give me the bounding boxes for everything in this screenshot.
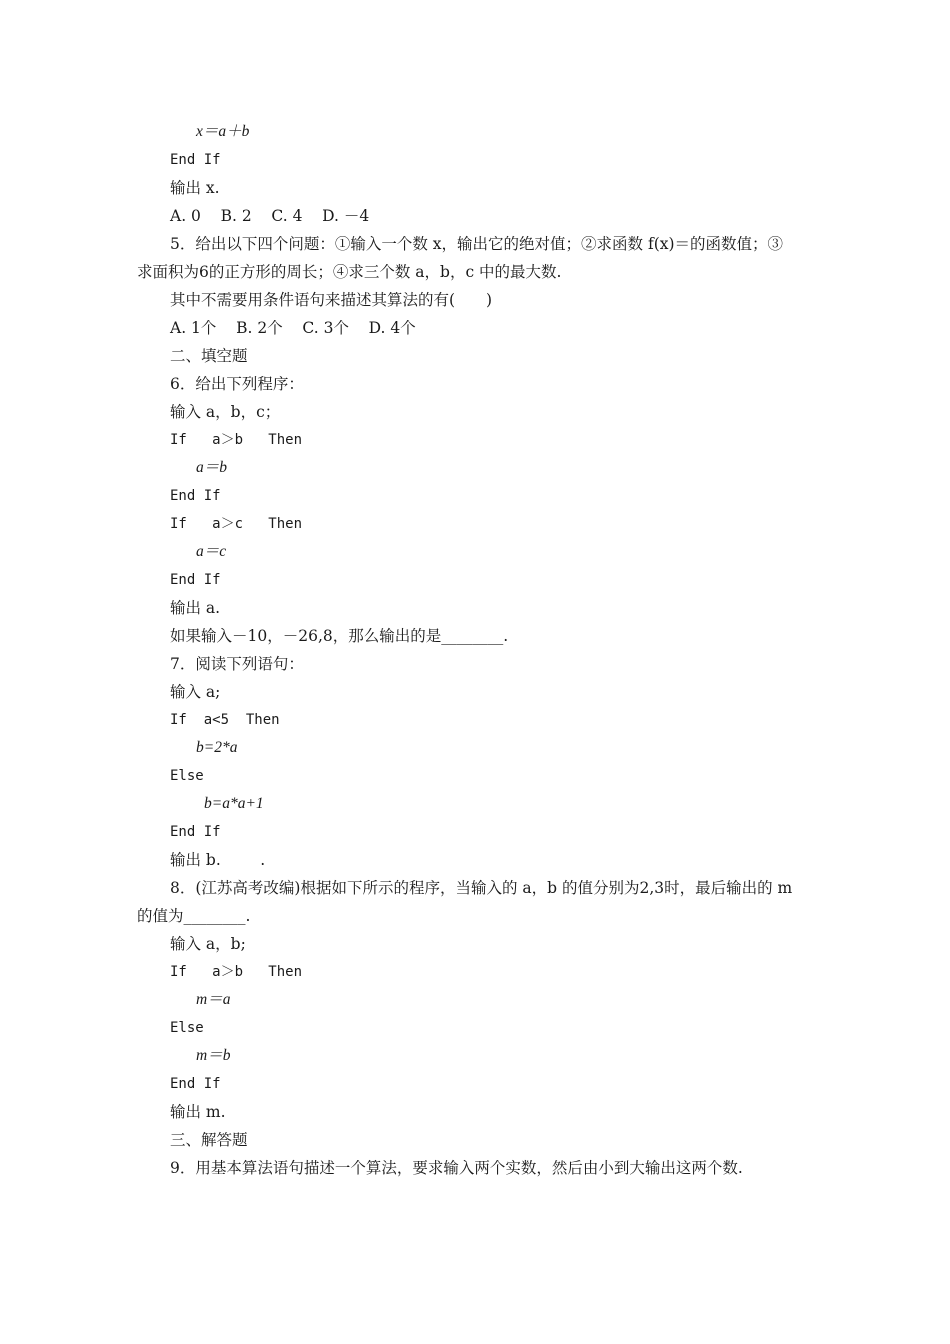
code-line: If a＞b Then bbox=[170, 432, 303, 448]
question-9-text: 9．用基本算法语句描述一个算法，要求输入两个实数，然后由小到大输出这两个数. bbox=[170, 1159, 743, 1177]
section-heading: 二、填空题 bbox=[170, 347, 248, 365]
question-8-text-cont: 的值为________. bbox=[137, 907, 251, 925]
question-8-text: 8．(江苏高考改编)根据如下所示的程序，当输入的 a，b 的值分别为2,3时，最后输出的 m bbox=[170, 879, 793, 897]
code-line: 输出 x. bbox=[170, 179, 220, 197]
code-line: m＝b bbox=[196, 1047, 231, 1064]
code-line: x＝a＋b bbox=[196, 123, 250, 140]
code-line: b=a*a+1 bbox=[204, 795, 264, 812]
code-line: m＝a bbox=[196, 991, 231, 1008]
code-line: 输入 a，b，c； bbox=[170, 403, 281, 421]
code-line: b=2*a bbox=[196, 739, 238, 756]
code-line: 输出 a. bbox=[170, 599, 221, 617]
code-line: 输入 a; bbox=[170, 683, 221, 701]
code-line: a＝c bbox=[196, 543, 227, 560]
code-line: End If bbox=[170, 488, 221, 504]
code-line: 输入 a，b; bbox=[170, 935, 246, 953]
question-6-text: 6．给出下列程序： bbox=[170, 375, 304, 393]
section-heading: 三、解答题 bbox=[170, 1131, 248, 1149]
question-6-prompt: 如果输入－10，－26,8，那么输出的是________. bbox=[170, 627, 509, 645]
code-line: a＝b bbox=[196, 459, 228, 476]
code-line: End If bbox=[170, 1076, 221, 1092]
code-line: If a＞b Then bbox=[170, 964, 303, 980]
code-line: End If bbox=[170, 152, 221, 168]
code-line: If a<5 Then bbox=[170, 712, 280, 728]
code-line: End If bbox=[170, 824, 221, 840]
question-7-text: 7．阅读下列语句： bbox=[170, 655, 304, 673]
code-line: End If bbox=[170, 572, 221, 588]
question-5-prompt: 其中不需要用条件语句来描述其算法的有( ) bbox=[170, 291, 493, 309]
question-5-text-cont: 求面积为6的正方形的周长；④求三个数 a，b，c 中的最大数. bbox=[137, 263, 562, 281]
code-line: 输出 b. . bbox=[170, 851, 266, 869]
answer-options: A. 1个 B. 2个 C. 3个 D. 4个 bbox=[170, 319, 416, 337]
question-5-text: 5．给出以下四个问题：①输入一个数 x，输出它的绝对值；②求函数 f(x)＝的函数值；③ bbox=[170, 235, 784, 253]
code-line: Else bbox=[170, 1020, 204, 1036]
answer-options: A. 0 B. 2 C. 4 D. －4 bbox=[170, 207, 370, 225]
code-line: 输出 m. bbox=[170, 1103, 226, 1121]
code-line: If a＞c Then bbox=[170, 516, 303, 532]
code-line: Else bbox=[170, 768, 204, 784]
